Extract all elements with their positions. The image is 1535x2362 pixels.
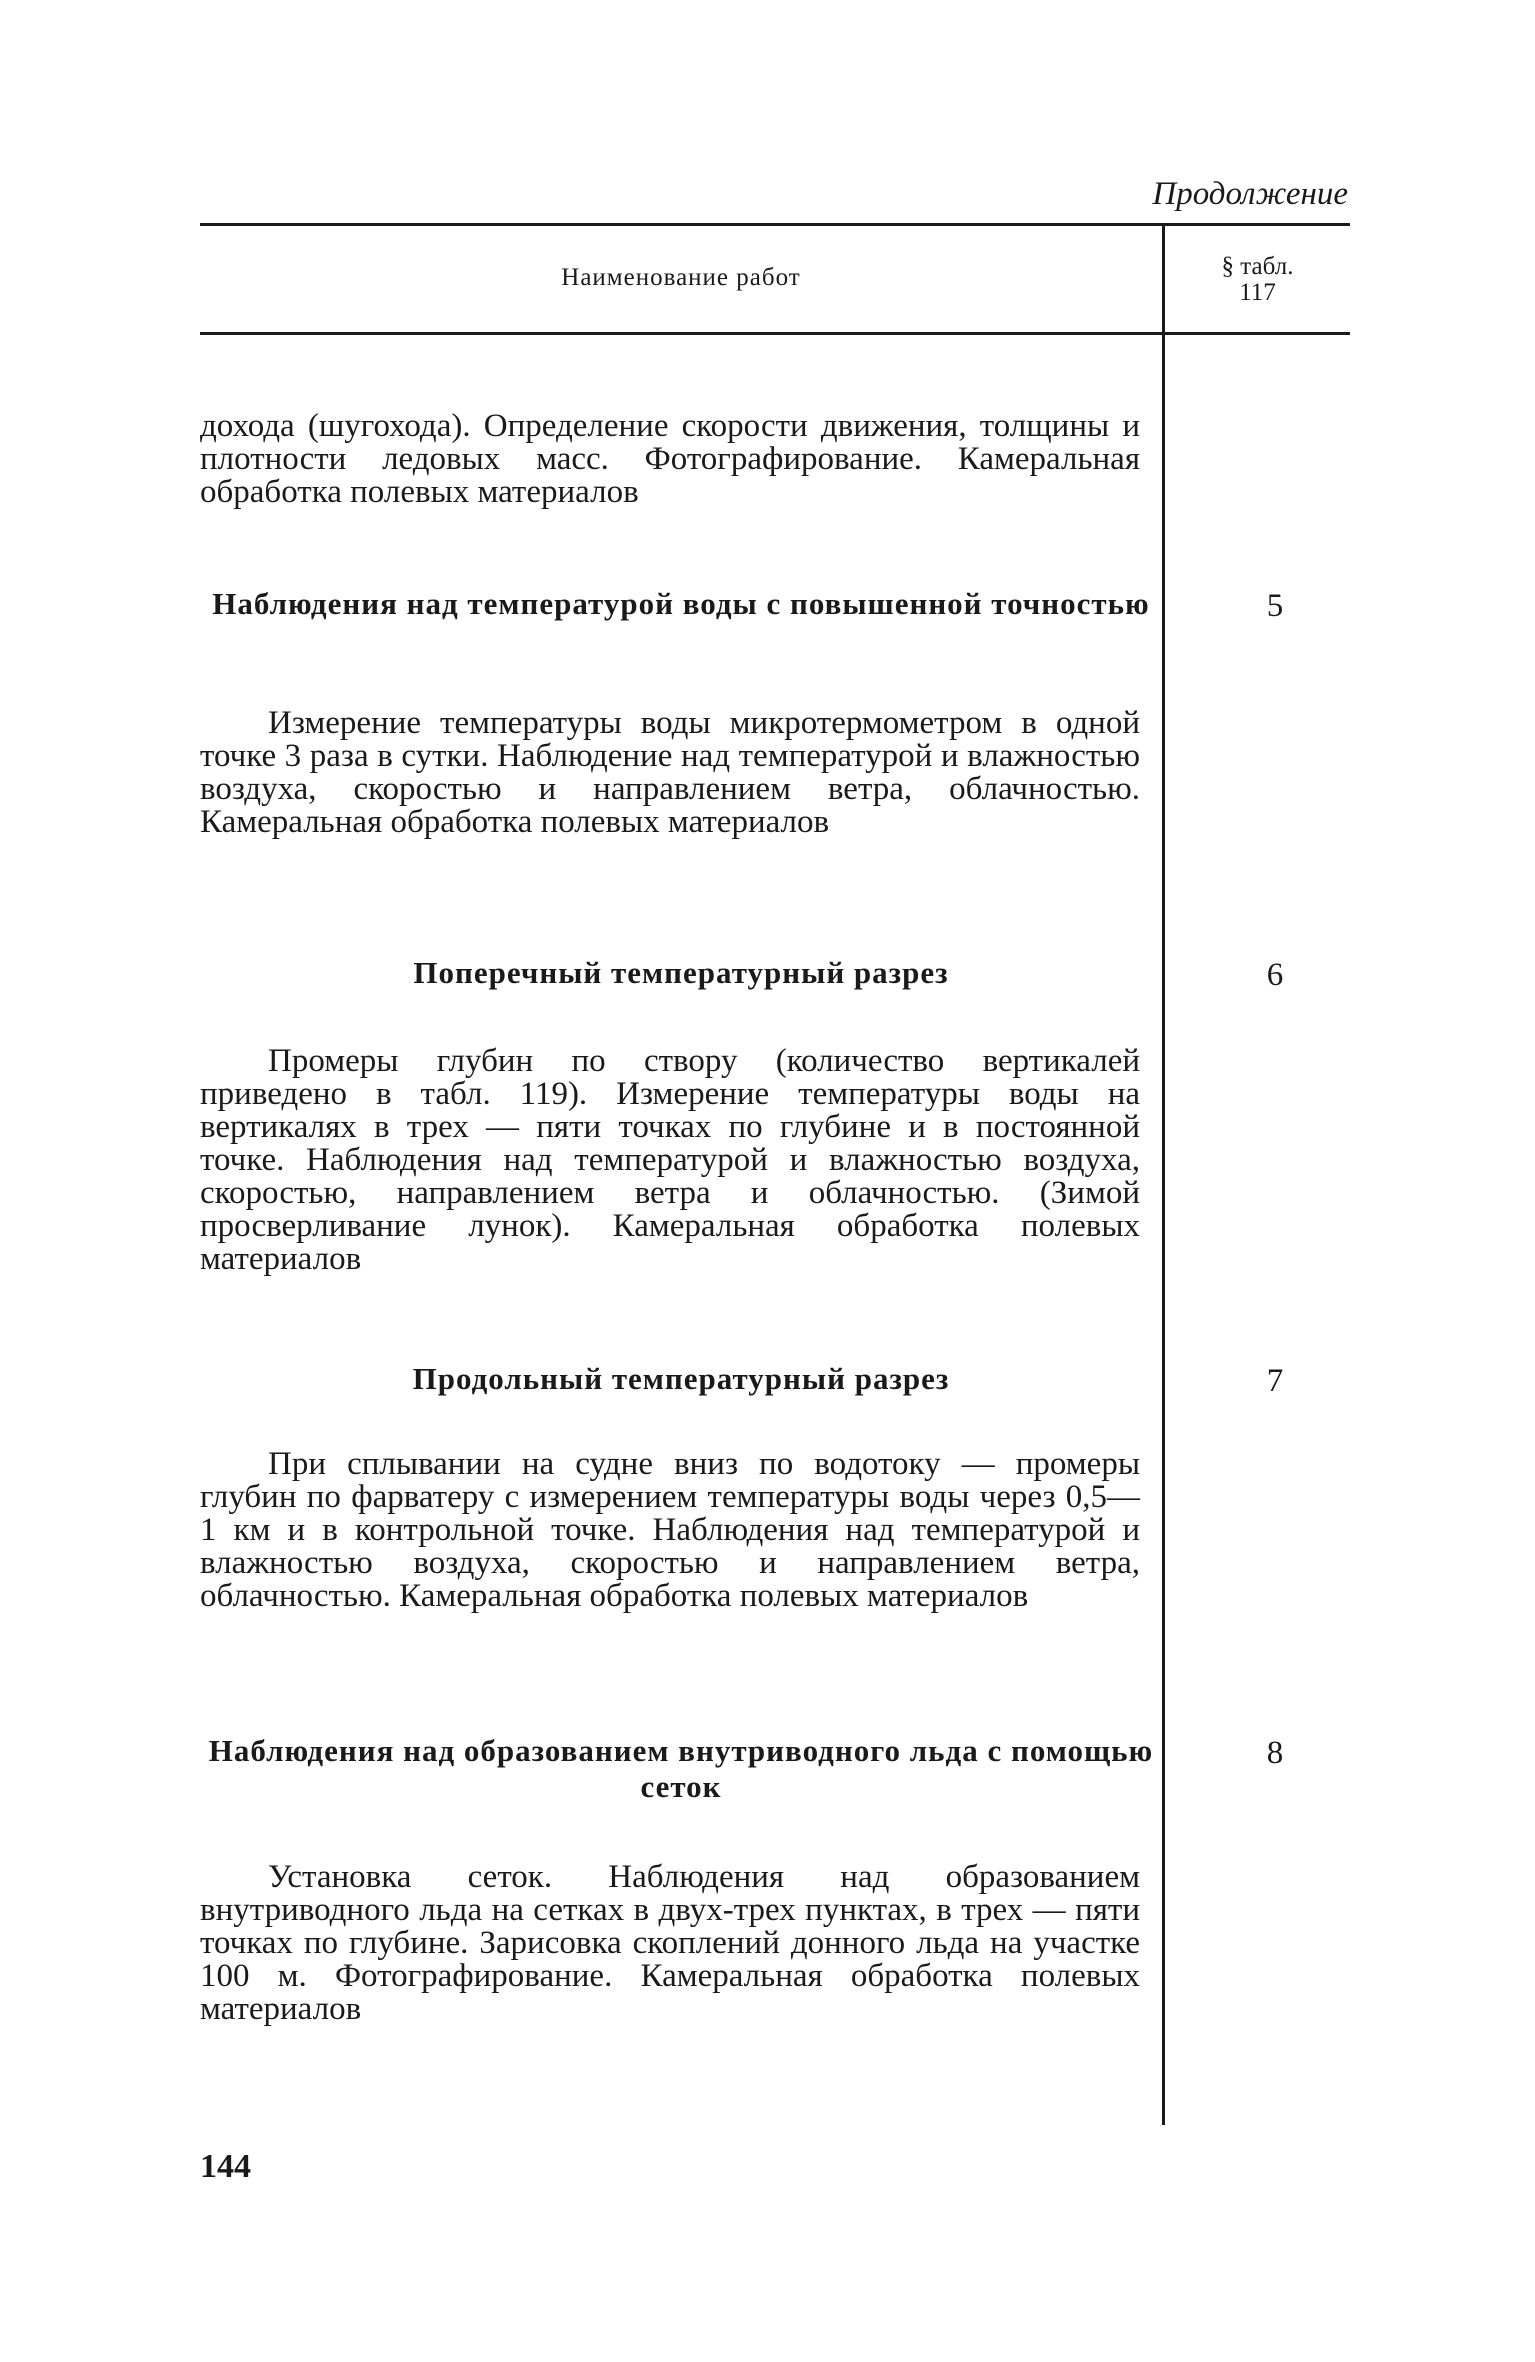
column-header-ref-line1: § табл. — [1221, 253, 1294, 280]
column-header-ref-line2: 117 — [1239, 279, 1276, 306]
entry-number: 8 — [1266, 1735, 1284, 1771]
entry-text: Измерение температуры воды микротермометром в одной точке 3 раза в сутки. Наблюдение над температурой и влажностью воздуха, скоростью и направлением ветра, облачностью. Камеральная обработка полевых материалов — [200, 705, 1140, 840]
entry-number: 7 — [1266, 1363, 1284, 1399]
table-header-rule — [200, 332, 1350, 335]
entry-text: Промеры глубин по створу (количество вертикалей приведено в табл. 119). Измерение температуры воды на вертикалях в трех — пяти точках по глубине и в постоянной точке. Наблюдения над температурой и влажностью воздуха, скоростью, направлением ветра и облачностью. (Зимой просверливание лунок). Камеральная обработка полевых материалов — [200, 1043, 1140, 1277]
entry-text: Установка сеток. Наблюдения над образованием внутриводного льда на сетках в двух-трех пунктах, в трех — пяти точках по глубине. Зарисовка скоплений донного льда на участке 100 м. Фотографирование. Камеральная обработка полевых материалов — [200, 1859, 1140, 2027]
column-header-name: Наименование работ — [561, 264, 801, 291]
column-header-ref — [1165, 254, 1350, 306]
entry-number: 6 — [1266, 957, 1284, 993]
entry-heading: Наблюдения над образованием внутриводного льда с помощью сеток — [208, 1733, 1154, 1804]
table-top-rule — [200, 223, 1350, 226]
entry-heading: Поперечный температурный разрез — [413, 955, 949, 990]
entry-heading: Наблюдения над температурой воды с повышенной точностью — [212, 586, 1150, 621]
entry-heading: Продольный температурный разрез — [412, 1361, 950, 1396]
entry-text: дохода (шугохода). Определение скорости движения, толщины и плотности ледовых масс. Фотографирование. Камеральная обработка полевых материалов — [200, 408, 1140, 510]
page-number: 144 — [200, 2148, 251, 2185]
entry-number: 5 — [1266, 588, 1284, 624]
continuation-label: Продолжение — [1152, 176, 1348, 212]
entry-text: При сплывании на судне вниз по водотоку — промеры глубин по фарватеру с измерением температуры воды через 0,5—1 км и в контрольной точке. Наблюдения над температурой и влажностью воздуха, скоростью и направлением ветра, облачностью. Камеральная обработка полевых материалов — [200, 1446, 1140, 1614]
